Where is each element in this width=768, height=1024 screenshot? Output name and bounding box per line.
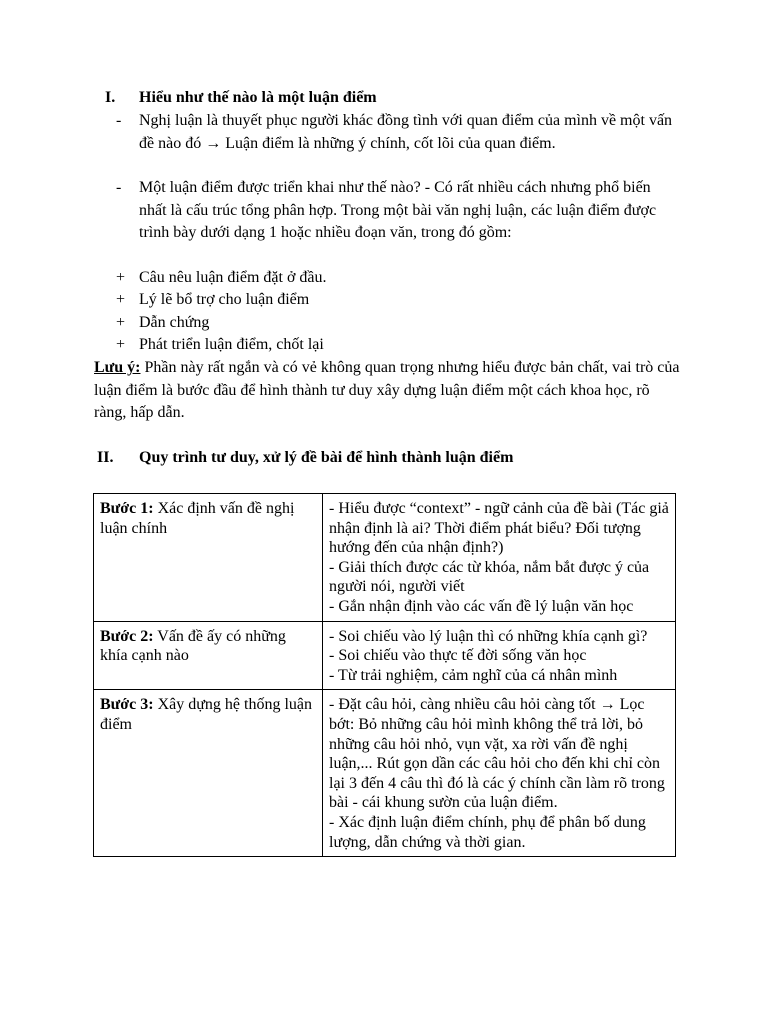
step-details-cell — [323, 690, 676, 857]
note-paragraph — [94, 357, 684, 425]
note-text: Phần này rất ngắn và có vẻ không quan trọng nhưng hiểu được bản chất, vai trò của luận điểm là bước đầu để hình thành tư duy xây dựng luận điểm một cách khoa học, rõ ràng, hấp dẫn. — [94, 359, 680, 421]
steps-table — [93, 493, 676, 857]
step-cell — [94, 690, 323, 857]
list-item-text: Một luận điểm được triển khai như thế nào? - Có rất nhiều cách nhưng phổ biến nhất là cấu trúc tổng phân hợp. Trong một bài văn nghị luận, các luận điểm được trình bày dưới dạng 1 hoặc nhiều đoạn văn, trong đó gồm: — [139, 179, 657, 241]
step-details-cell — [323, 494, 676, 622]
step-title: Xác định vấn đề nghị luận chính — [100, 500, 295, 537]
step-detail: - Gắn nhận định vào các vấn đề lý luận văn học — [329, 597, 634, 615]
list-item-text: Câu nêu luận điểm đặt ở đầu. — [139, 269, 327, 286]
list-marker: - — [116, 112, 122, 129]
step-detail: - Đặt câu hỏi, càng nhiều câu hỏi càng tốt → Lọc bớt: Bỏ những câu hỏi mình không thể trả lời, bỏ những câu hỏi nhỏ, vụn vặt, xa rời vấn đề nghị luận,... Rút gọn dần các câu hỏi cho đến khi chỉ còn lại 3 đến 4 câu thì đó là các ý chính cần làm rõ trong bài - cái khung sườn của luận điểm. — [329, 696, 665, 812]
step-title: Xây dựng hệ thống luận điểm — [100, 696, 312, 733]
step-detail: - Từ trải nghiệm, cảm nghĩ của cá nhân mình — [329, 666, 618, 684]
step-detail: - Soi chiếu vào lý luận thì có những khía cạnh gì? — [329, 627, 648, 645]
step-cell — [94, 494, 323, 622]
section-1-title: Hiểu như thế nào là một luận điểm — [139, 89, 377, 106]
list-item-text: Lý lẽ bổ trợ cho luận điểm — [139, 291, 310, 308]
list-item-text: Nghị luận là thuyết phục người khác đồng tình với quan điểm của mình về một vấn đề nào đó → Luận điểm là những ý chính, cốt lõi của quan điểm. — [139, 112, 673, 152]
note-label: Lưu ý: — [94, 359, 141, 376]
list-item-text: Dẫn chứng — [139, 314, 210, 331]
step-detail: - Hiểu được “context” - ngữ cảnh của đề bài (Tác giả nhận định là ai? Thời điểm phát biểu? Đối tượng hướng đến của nhận định?) — [329, 500, 669, 557]
list-marker: + — [116, 336, 126, 353]
list-marker: + — [116, 291, 126, 308]
list-marker: + — [116, 314, 126, 331]
table-row — [94, 621, 676, 690]
step-label: Bước 1: — [100, 500, 154, 517]
list-marker: - — [116, 179, 122, 196]
step-title: Vấn đề ấy có những khía cạnh nào — [100, 627, 286, 665]
section-2-title: Quy trình tư duy, xử lý đề bài để hình thành luận điểm — [139, 449, 514, 466]
step-detail: - Giải thích được các từ khóa, nắm bắt được ý của người nói, người viết — [329, 558, 650, 596]
table-row — [94, 690, 676, 857]
list-item-text: Phát triển luận điểm, chốt lại — [139, 336, 324, 353]
step-detail: - Xác định luận điểm chính, phụ để phân bố dung lượng, dẫn chứng và thời gian. — [329, 813, 646, 851]
step-label: Bước 2: — [100, 627, 154, 645]
section-1-number: I. — [105, 89, 116, 106]
step-cell — [94, 621, 323, 690]
step-detail: - Soi chiếu vào thực tế đời sống văn học — [329, 647, 587, 665]
section-2-number: II. — [97, 449, 114, 466]
step-details-cell — [323, 621, 676, 690]
step-label: Bước 3: — [100, 696, 154, 714]
table-row — [94, 494, 676, 622]
list-marker: + — [116, 269, 126, 286]
